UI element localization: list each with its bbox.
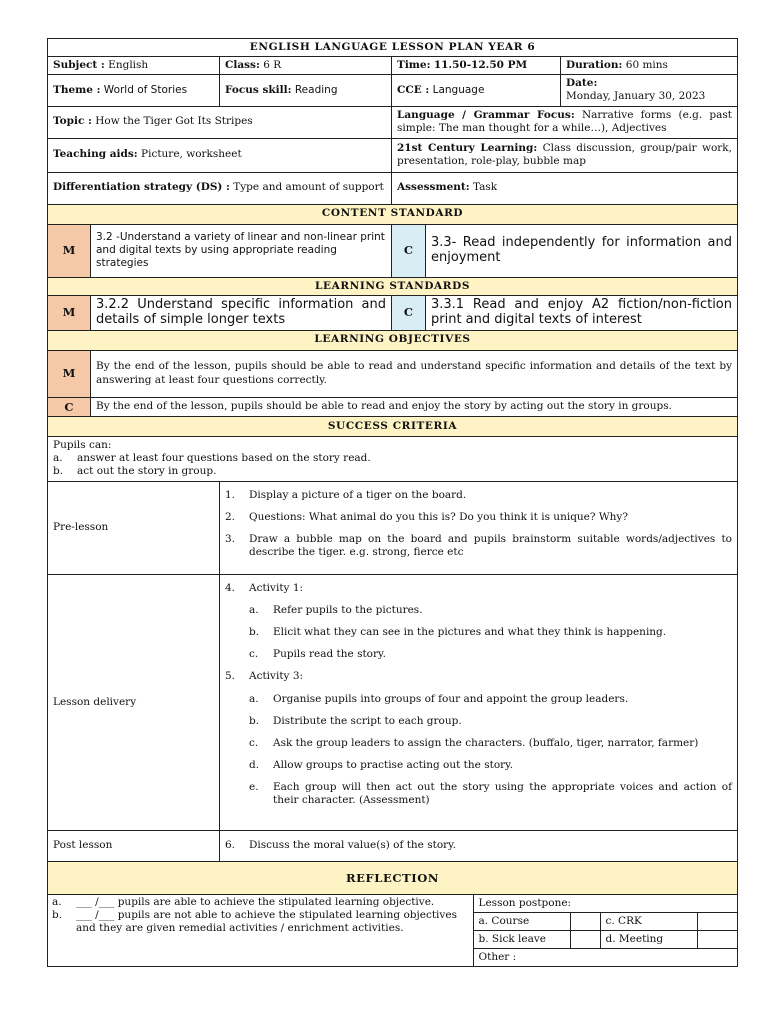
step-text: Organise pupils into groups of four and appoint the group leaders. xyxy=(273,692,629,705)
subject-cell xyxy=(48,57,220,75)
step-marker: d. xyxy=(249,758,260,771)
list-text: act out the story in group. xyxy=(77,465,217,478)
content-m-text: 3.2 -Understand a variety of linear and non-linear print and digital texts by using appropriate reading strategies xyxy=(91,224,392,277)
objectives-c-tag: C xyxy=(48,397,91,416)
step-item xyxy=(249,693,732,706)
step-marker: 2. xyxy=(225,511,236,523)
objectives-m-tag: M xyxy=(48,350,91,397)
focus-label: Focus skill: xyxy=(225,83,292,96)
step-text: Display a picture of a tiger on the board. xyxy=(249,488,467,501)
content-c-tag: C xyxy=(392,224,426,277)
step-marker: b. xyxy=(249,714,260,727)
theme-value: World of Stories xyxy=(103,83,188,96)
option-other: Other : xyxy=(473,949,738,967)
pre-lesson-label: Pre-lesson xyxy=(48,481,220,574)
step-item xyxy=(225,533,732,559)
topic-cell xyxy=(48,106,392,138)
duration-cell xyxy=(561,57,738,75)
option-course-box[interactable] xyxy=(570,913,600,931)
topic-value: How the Tiger Got Its Stripes xyxy=(95,115,253,128)
assess-label: Assessment: xyxy=(397,181,470,194)
step-item xyxy=(225,839,732,852)
lesson-plan-table xyxy=(47,38,738,967)
aids-cell xyxy=(48,138,392,172)
list-text: answer at least four questions based on the story read. xyxy=(77,452,371,464)
step-item xyxy=(249,759,732,772)
option-sick-leave: b. Sick leave xyxy=(473,931,570,949)
step-item xyxy=(249,604,732,617)
time-cell xyxy=(392,57,561,75)
subject-value: English xyxy=(108,59,149,72)
aids-value: Picture, worksheet xyxy=(141,148,242,161)
reflection-notes xyxy=(48,895,473,967)
date-cell xyxy=(561,75,738,106)
c21-value: Class discussion, group/pair work, presentation, role-play, bubble map xyxy=(397,141,733,167)
step-item xyxy=(225,511,732,524)
reflection-item xyxy=(52,896,469,909)
step-item xyxy=(225,670,732,683)
step-item xyxy=(249,648,732,661)
step-text: Elicit what they can see in the pictures and what they think is happening. xyxy=(273,626,667,639)
step-item xyxy=(225,489,732,502)
list-text: ___ /___ pupils are able to achieve the stipulated learning objective. xyxy=(76,895,435,908)
option-crk-box[interactable] xyxy=(697,913,738,931)
option-course: a. Course xyxy=(473,913,570,931)
pre-lesson-steps xyxy=(220,481,738,574)
learning-standards-heading: LEARNING STANDARDS xyxy=(48,277,738,295)
step-text: Distribute the script to each group. xyxy=(273,714,462,727)
step-text: Questions: What animal do you this is? Do you think it is unique? Why? xyxy=(249,511,628,523)
step-text: Discuss the moral value(s) of the story. xyxy=(249,839,457,852)
duration-label: Duration: xyxy=(566,59,623,72)
learning-objectives-heading: LEARNING OBJECTIVES xyxy=(48,330,738,350)
step-text: Allow groups to practise acting out the story. xyxy=(273,758,514,771)
option-crk: c. CRK xyxy=(600,913,697,931)
c21-cell xyxy=(392,138,738,172)
lesson-delivery-label: Lesson delivery xyxy=(48,574,220,830)
success-criteria-intro: Pupils can: xyxy=(53,438,112,451)
class-cell xyxy=(220,57,392,75)
duration-value: 60 mins xyxy=(625,59,668,72)
grammar-cell xyxy=(392,106,738,138)
focus-cell xyxy=(220,75,392,106)
c21-label: 21st Century Learning: xyxy=(397,141,538,154)
step-text: Activity 1: xyxy=(249,581,304,594)
reflection-item xyxy=(52,909,469,922)
success-criteria-item xyxy=(53,465,732,478)
step-marker: e. xyxy=(249,781,259,793)
step-marker: 6. xyxy=(225,839,236,852)
reflection-body xyxy=(48,894,738,967)
step-marker: a. xyxy=(249,604,259,616)
option-meeting-box[interactable] xyxy=(697,931,738,949)
standards-m-text: 3.2.2 Understand specific information and details of simple longer texts xyxy=(91,295,392,330)
list-marker: b. xyxy=(52,909,63,921)
standards-m-tag: M xyxy=(48,295,91,330)
objectives-m-text: By the end of the lesson, pupils should be able to read and understand specific information and details of the text by answering at least four questions correctly. xyxy=(91,350,738,397)
step-item xyxy=(225,582,732,595)
option-meeting: d. Meeting xyxy=(600,931,697,949)
focus-value: Reading xyxy=(294,83,338,96)
reflection-table xyxy=(48,895,738,967)
doc-title: ENGLISH LANGUAGE LESSON PLAN YEAR 6 xyxy=(48,39,738,57)
postpone-label: Lesson postpone: xyxy=(473,895,738,913)
subject-label: Subject : xyxy=(53,59,105,72)
reflection-heading: REFLECTION xyxy=(48,861,738,894)
step-text: Refer pupils to the pictures. xyxy=(273,604,423,616)
step-text: Pupils read the story. xyxy=(273,648,386,661)
post-lesson-steps xyxy=(220,830,738,861)
list-marker: a. xyxy=(53,452,63,464)
step-marker: 4. xyxy=(225,581,236,594)
diff-cell xyxy=(48,172,392,204)
cce-label: CCE : xyxy=(397,83,430,96)
step-marker: 3. xyxy=(225,533,236,546)
content-standard-heading: CONTENT STANDARD xyxy=(48,204,738,224)
list-text: ___ /___ pupils are not able to achieve the stipulated learning objectives xyxy=(76,909,457,921)
step-item xyxy=(249,781,732,807)
date-value: Monday, January 30, 2023 xyxy=(566,90,706,103)
aids-label: Teaching aids: xyxy=(53,148,138,161)
step-item xyxy=(249,737,732,750)
grammar-value: Narrative forms (e.g. past simple: The man thought for a while…), Adjectives xyxy=(397,108,733,134)
step-text: Draw a bubble map on the board and pupils brainstorm suitable words/adjectives to describe the tiger. e.g. strong, fierce etc xyxy=(249,533,733,559)
step-item xyxy=(249,715,732,728)
content-m-tag: M xyxy=(48,224,91,277)
theme-label: Theme : xyxy=(53,83,101,96)
step-text: Each group will then act out the story using the appropriate voices and action of their character. (Assessment) xyxy=(273,781,733,807)
success-criteria-heading: SUCCESS CRITERIA xyxy=(48,416,738,436)
time-value: 11.50-12.50 PM xyxy=(433,59,528,72)
class-value: 6 R xyxy=(263,59,282,72)
success-criteria-body xyxy=(48,436,738,481)
lesson-plan xyxy=(47,38,737,967)
objectives-c-text: By the end of the lesson, pupils should be able to read and enjoy the story by acting out the story in groups. xyxy=(91,397,738,416)
diff-value: Type and amount of support xyxy=(233,181,384,194)
lesson-delivery-steps xyxy=(220,574,738,830)
step-marker: b. xyxy=(249,626,260,639)
step-item xyxy=(249,626,732,639)
grammar-label: Language / Grammar Focus: xyxy=(397,108,575,121)
list-marker: b. xyxy=(53,465,64,478)
time-label: Time: xyxy=(397,59,431,72)
success-criteria-item xyxy=(53,452,732,465)
standards-c-tag: C xyxy=(392,295,426,330)
step-text: Ask the group leaders to assign the characters. (buffalo, tiger, narrator, farmer) xyxy=(273,736,699,749)
step-marker: 5. xyxy=(225,670,236,683)
step-marker: c. xyxy=(249,736,259,749)
diff-label: Differentiation strategy (DS) : xyxy=(53,181,230,194)
theme-cell xyxy=(48,75,220,106)
post-lesson-label: Post lesson xyxy=(48,830,220,861)
topic-label: Topic : xyxy=(53,115,92,128)
assess-cell xyxy=(392,172,738,204)
list-marker: a. xyxy=(52,895,62,908)
assess-value: Task xyxy=(472,181,498,194)
reflection-item-continued: and they are given remedial activities / enrichment activities. xyxy=(76,922,404,935)
standards-c-text: 3.3.1 Read and enjoy A2 fiction/non-fiction print and digital texts of interest xyxy=(426,295,738,330)
class-label: Class: xyxy=(225,59,260,72)
step-marker: c. xyxy=(249,648,259,661)
date-label: Date: xyxy=(566,77,598,90)
cce-value: Language xyxy=(432,83,485,96)
option-sick-leave-box[interactable] xyxy=(570,931,600,949)
content-c-text: 3.3- Read independently for information and enjoyment xyxy=(426,224,738,277)
step-marker: 1. xyxy=(225,488,236,501)
cce-cell xyxy=(392,75,561,106)
step-text: Activity 3: xyxy=(249,670,304,683)
step-marker: a. xyxy=(249,692,259,705)
